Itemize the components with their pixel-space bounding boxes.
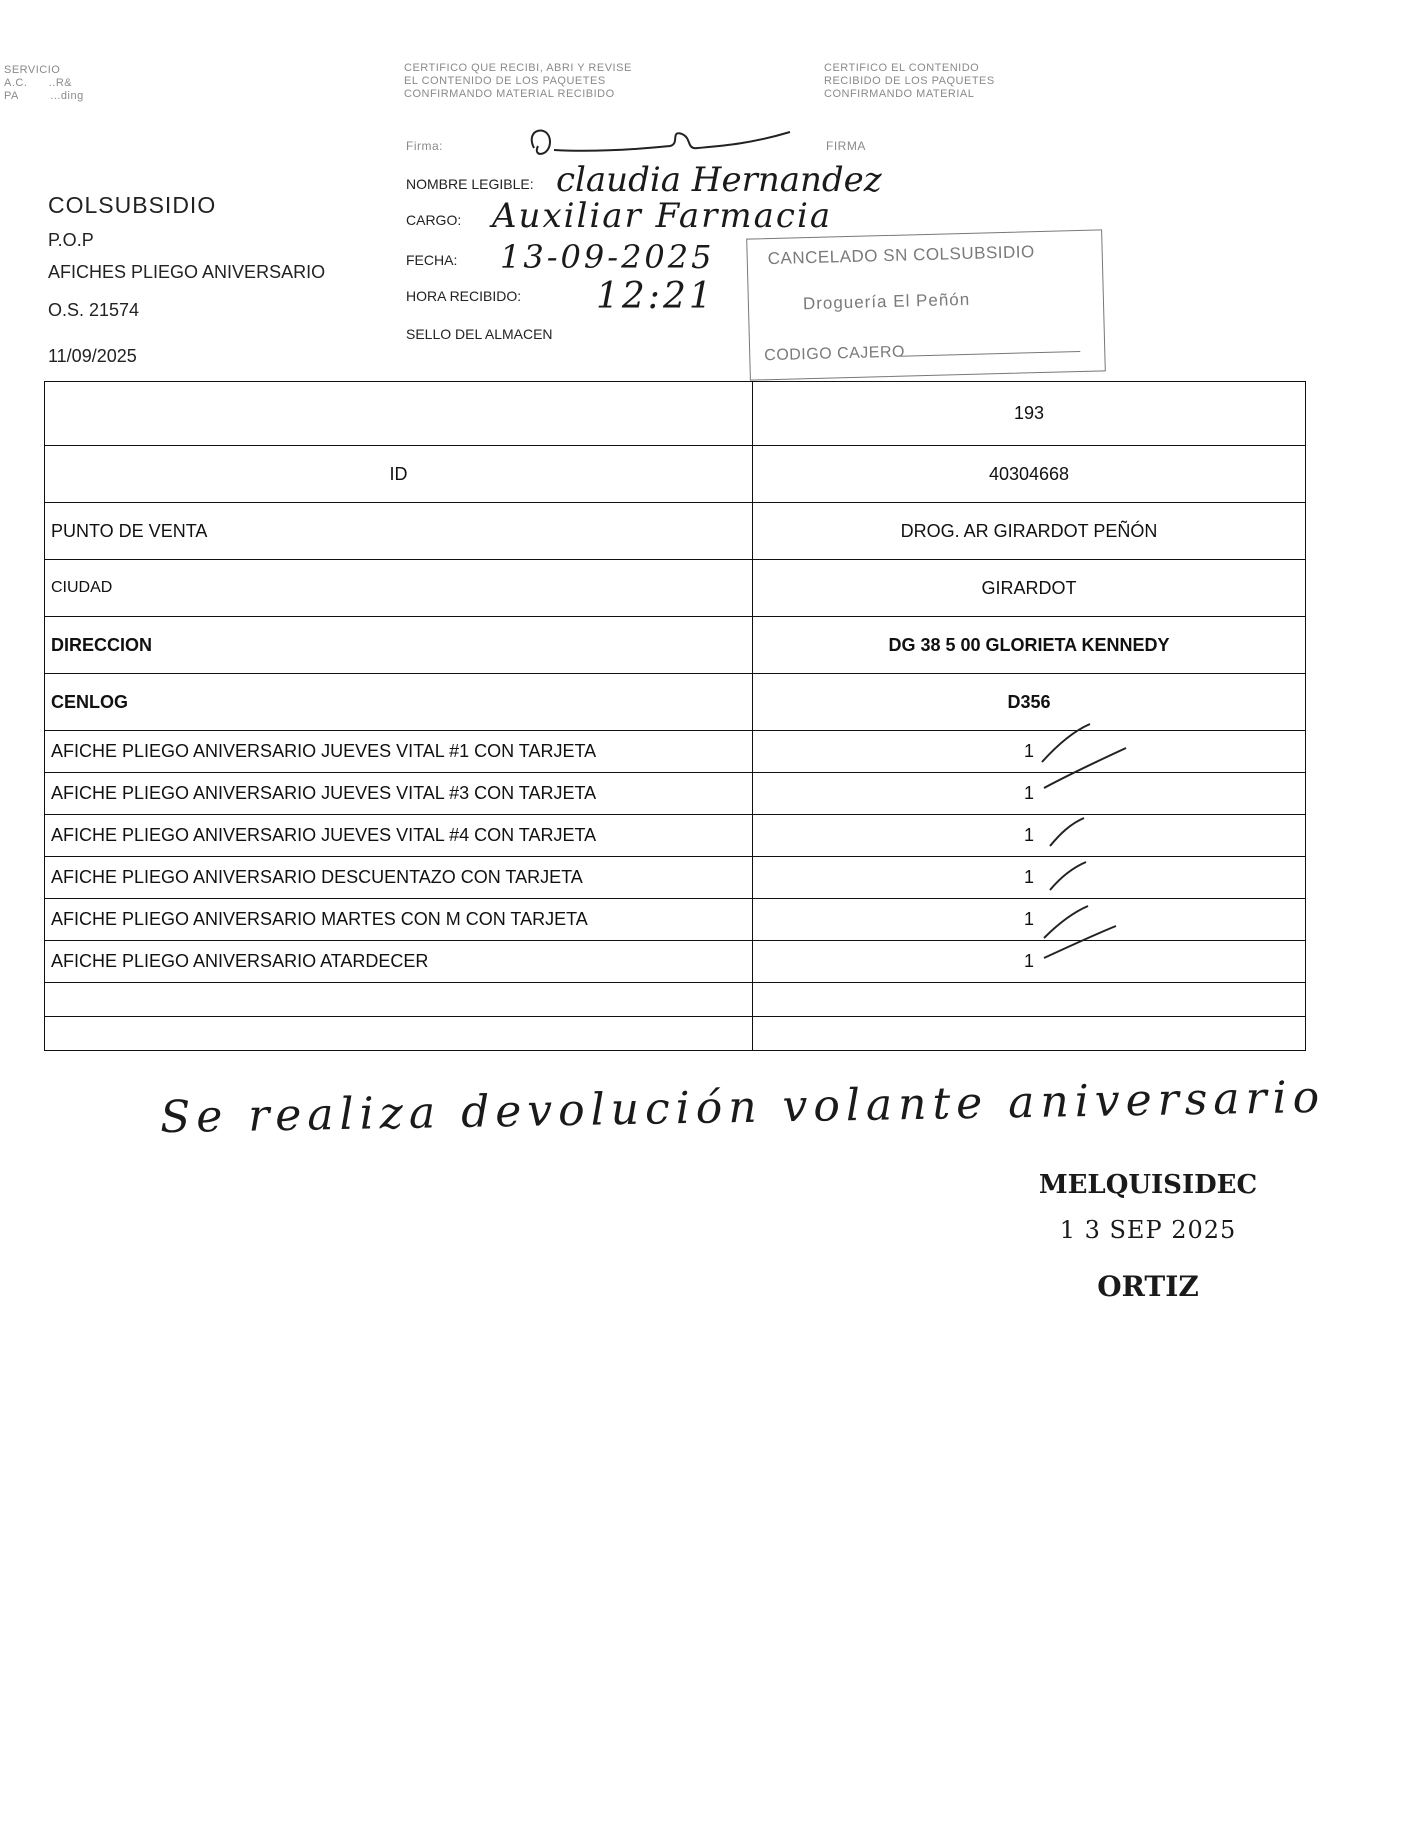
fecha-value: 13-09-2025 [500,238,715,276]
item-label: AFICHE PLIEGO ANIVERSARIO ATARDECER [45,941,753,983]
empty-cell [45,1017,753,1051]
handwritten-note: Se realiza devolución volante aniversario [159,1071,1326,1144]
cajero-line [900,351,1080,357]
cargo-value: Auxiliar Farmacia [492,196,833,236]
empty-cell [753,1017,1306,1051]
item-label: AFICHE PLIEGO ANIVERSARIO JUEVES VITAL #1 CON TARJETA [45,731,753,773]
table-row [45,617,1306,674]
item-label: AFICHE PLIEGO ANIVERSARIO JUEVES VITAL #4 CON TARJETA [45,815,753,857]
table-row [45,446,1306,503]
row-label: PUNTO DE VENTA [45,503,753,560]
certification-text: CERTIFICO QUE RECIBI, ABRI Y REVISE EL CONTENIDO DE LOS PAQUETES CONFIRMANDO MATERIAL RECIBIDO [404,62,632,100]
nombre-label: NOMBRE LEGIBLE: [406,176,534,192]
row-value: DG 38 5 00 GLORIETA KENNEDY [753,617,1306,674]
item-qty: 1 [753,899,1306,941]
id-label: ID [45,446,753,503]
order-number: O.S. 21574 [48,300,140,320]
table-row [45,560,1306,617]
item-qty: 1 [753,941,1306,983]
row-value: D356 [753,674,1306,731]
item-label: AFICHE PLIEGO ANIVERSARIO JUEVES VITAL #3 CON TARJETA [45,773,753,815]
item-qty: 1 [753,815,1306,857]
empty-cell [45,983,753,1017]
document-date: 11/09/2025 [48,346,137,366]
cargo-label: CARGO: [406,212,462,228]
quantity-check-marks [1030,720,1150,960]
row-label: CENLOG [45,674,753,731]
top-left-cell [45,382,753,446]
pop-line: P.O.P [48,230,94,250]
certification-text-right: CERTIFICO EL CONTENIDO RECIBIDO DE LOS PAQUETES CONFIRMANDO MATERIAL [824,62,995,100]
hora-value: 12:21 [596,276,715,317]
nombre-value: claudia Hernandez [556,160,882,200]
row-value: DROG. AR GIRARDOT PEÑÓN [753,503,1306,560]
fecha-label: FECHA: [406,252,458,268]
row-label: CIUDAD [45,560,753,617]
row-value: GIRARDOT [753,560,1306,617]
row-label: DIRECCION [45,617,753,674]
faint-logo-text: SERVICIO A.C. ..R& PA ...ding [4,64,84,102]
store-stamp [746,229,1106,380]
table-row [45,1017,1306,1051]
id-value: 40304668 [753,446,1306,503]
item-label: AFICHE PLIEGO ANIVERSARIO MARTES CON M CON TARJETA [45,899,753,941]
table-row [45,503,1306,560]
firma-label: Firma: [406,139,443,153]
stamp-name-2: ORTIZ [1097,1270,1199,1303]
table-row [45,382,1306,446]
store-stamp-line1: CANCELADO SN COLSUBSIDIO [767,242,1035,269]
top-number: 193 [753,382,1306,446]
table-row [45,983,1306,1017]
stamp-date: 1 3 SEP 2025 [1059,1216,1237,1244]
sello-label: SELLO DEL ALMACEN [406,326,553,342]
item-label: AFICHE PLIEGO ANIVERSARIO DESCUENTAZO CON TARJETA [45,857,753,899]
item-qty: 1 [753,773,1306,815]
document-title: AFICHES PLIEGO ANIVERSARIO [48,262,326,282]
item-qty: 1 [753,857,1306,899]
company-name: COLSUBSIDIO [48,192,217,218]
store-stamp-line3: CODIGO CAJERO [764,343,906,365]
firma-label-right: FIRMA [826,139,866,153]
hora-label: HORA RECIBIDO: [406,288,522,304]
empty-cell [753,983,1306,1017]
store-stamp-line2: Droguería El Peñón [802,289,971,314]
item-qty: 1 [753,731,1306,773]
stamp-name-1: MELQUISIDEC [1038,1170,1258,1200]
